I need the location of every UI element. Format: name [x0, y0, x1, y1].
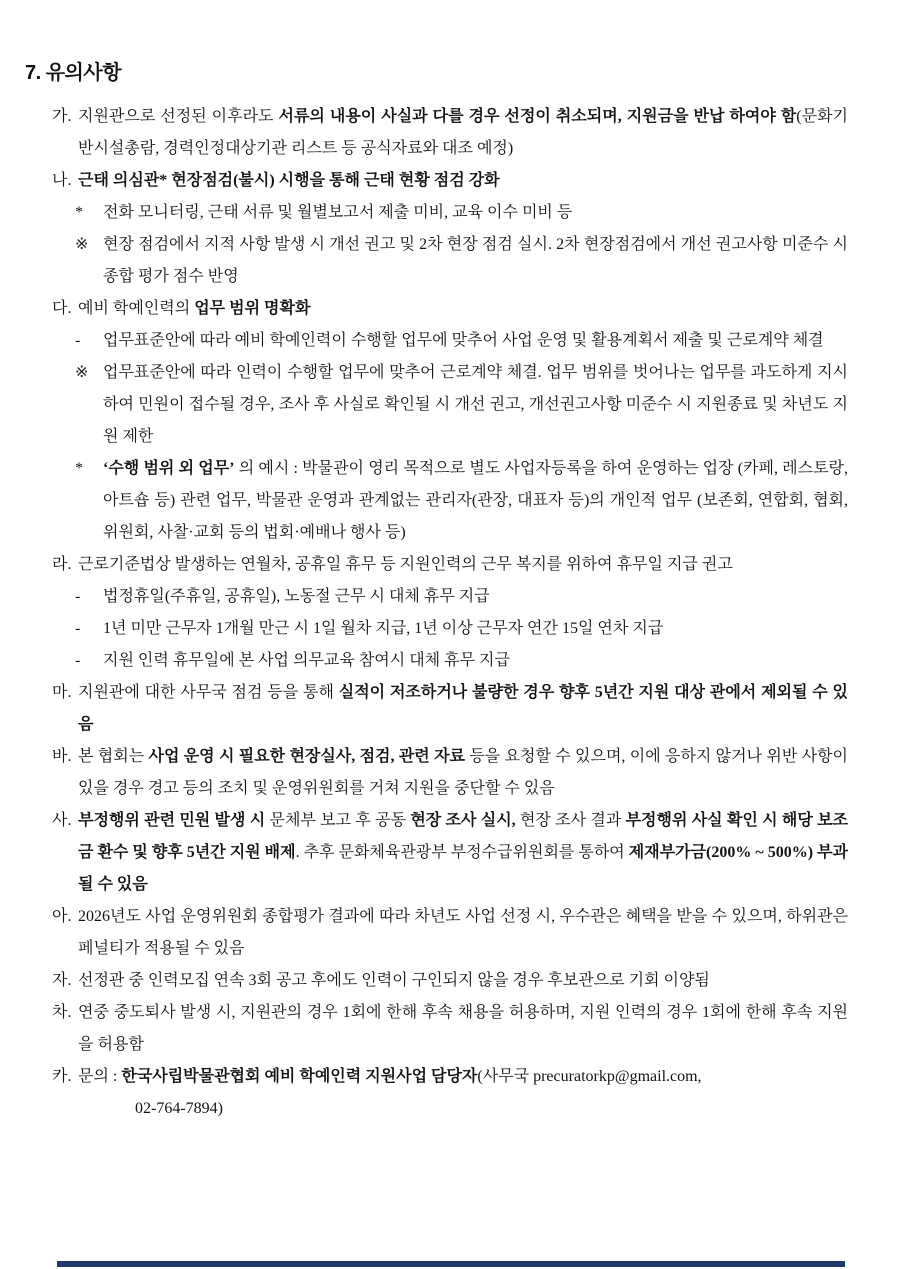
sub-item: [75, 453, 849, 549]
item-label: 가.: [52, 108, 72, 125]
text-run: 문의 :: [78, 1068, 122, 1085]
sub-item-marker: -: [75, 332, 81, 349]
section-heading: 7. 유의사항: [25, 62, 122, 84]
text-run: 업무표준안에 따라 예비 학예인력이 수행할 업무에 맞추어 사업 운영 및 활용계획서 제출 및 근로계약 체결: [103, 332, 824, 349]
list-item: [52, 901, 848, 965]
text-run: 지원관에 대한 사무국 점검 등을 통해: [78, 684, 339, 701]
text-run: . 추후 문화체육관광부 부정수급위원회를 통하여: [295, 844, 629, 861]
text-run: 근로기준법상 발생하는 연월차, 공휴일 휴무 등 지원인력의 근무 복지를 위하여 휴무일 지급 권고: [78, 556, 733, 573]
item-label: 나.: [52, 172, 72, 189]
text-run: 의 예시 : 박물관이 영리 목적으로 별도 사업자등록을 하여 운영하는 업장 (카페, 레스토랑, 아트숍 등) 관련 업무, 박물관 운영과 관계없는 관리자(관장, 대표자 등)의 개인적 업무 (보존회, 연합회, 협회, 위원회, 사찰·교회 등의 법회·예배나 행사 등): [103, 460, 849, 541]
sub-item: [75, 325, 848, 357]
item-label: 사.: [52, 812, 72, 829]
item-label: 차.: [52, 1004, 72, 1021]
list-item: [52, 165, 848, 293]
item-label: 자.: [52, 972, 72, 989]
text-run: 현장 점검에서 지적 사항 발생 시 개선 권고 및 2차 현장 점검 실시. 2차 현장점검에서 개선 권고사항 미준수 시 종합 평가 점수 반영: [103, 236, 848, 285]
text-run: 근태 의심관* 현장점검(불시) 시행을 통해 근태 현황 점검 강화: [78, 172, 500, 189]
text-run: 1년 미만 근무자 1개월 만근 시 1일 월차 지급, 1년 이상 근무자 연간 15일 연차 지급: [103, 620, 664, 637]
list-item: [52, 1061, 848, 1125]
text-run: 업무표준안에 따라 인력이 수행할 업무에 맞추어 근로계약 체결. 업무 범위를 벗어나는 업무를 과도하게 지시하여 민원이 접수될 경우, 조사 후 사실로 확인될 시 개선 권고, 개선권고사항 미준수 시 지원종료 및 차년도 지원 제한: [103, 364, 848, 445]
text-run: (문화기반시설총람, 경력인정대상기관 리스트 등 공식자료와 대조 예정): [78, 108, 848, 157]
item-label: 마.: [52, 684, 72, 701]
text-run: 본 협회는: [78, 748, 149, 765]
list-item: [52, 677, 848, 741]
sub-item: [78, 1093, 848, 1125]
text-run: 업무 범위 명확화: [194, 300, 311, 317]
item-label: 다.: [52, 300, 72, 317]
text-run: 한국사립박물관협회 예비 학예인력 지원사업 담당자: [121, 1068, 478, 1085]
text-run: 법정휴일(주휴일, 공휴일), 노동절 근무 시 대체 휴무 지급: [103, 588, 490, 605]
item-label: 카.: [52, 1068, 72, 1085]
text-run: 예비 학예인력의: [78, 300, 195, 317]
text-run: 2026년도 사업 운영위원회 종합평가 결과에 따라 차년도 사업 선정 시, 우수관은 혜택을 받을 수 있으며, 하위관은 페널티가 적용될 수 있음: [78, 908, 848, 957]
sub-item: [75, 197, 848, 229]
list-item: [52, 965, 848, 997]
sub-item: [75, 645, 848, 677]
text-run: 제재부가금(200% ~ 500%) 부과될 수 있음: [78, 844, 848, 893]
text-run: 현장 조사 실시,: [410, 812, 516, 829]
text-run: 문체부 보고 후 공동: [265, 812, 411, 829]
sub-item-marker: ※: [75, 364, 89, 381]
text-run: 현장 조사 결과: [515, 812, 626, 829]
text-run: 서류의 내용이 사실과 다를 경우 선정이 취소되며, 지원금을 반납 하여야 함: [278, 108, 797, 125]
list-item: [52, 741, 848, 805]
item-label: 아.: [52, 908, 72, 925]
list-item: [52, 549, 848, 677]
notice-list: [52, 101, 848, 1125]
text-run: 전화 모니터링, 근태 서류 및 월별보고서 제출 미비, 교육 이수 미비 등: [103, 204, 573, 221]
text-run: 부정행위 관련 민원 발생 시: [78, 812, 266, 829]
sub-item-marker: -: [75, 588, 81, 605]
list-item: [52, 805, 848, 901]
sub-item-marker: ※: [75, 236, 89, 253]
list-item: [52, 293, 848, 549]
sub-item: [75, 581, 848, 613]
sub-item-marker: *: [75, 460, 83, 477]
text-run: 부정행위 사실 확인 시 해당 보조금 환수 및 향후 5년간 지원 배제: [78, 812, 848, 861]
text-run: 연중 중도퇴사 발생 시, 지원관의 경우 1회에 한해 후속 채용을 허용하며, 지원 인력의 경우 1회에 한해 후속 지원을 허용함: [78, 1004, 848, 1053]
sub-item: [75, 613, 848, 645]
text-run: 실적이 저조하거나 불량한 경우 향후 5년간 지원 대상 관에서 제외될 수 있음: [78, 684, 848, 733]
item-label: 바.: [52, 748, 72, 765]
text-run: 지원 인력 휴무일에 본 사업 의무교육 참여시 대체 휴무 지급: [103, 652, 510, 669]
text-run: (사무국 precuratorkp@gmail.com,: [477, 1068, 702, 1085]
sub-item-marker: -: [75, 652, 81, 669]
text-run: 사업 운영 시 필요한 현장실사, 점검, 관련 자료: [148, 748, 465, 765]
text-run: 02-764-7894): [135, 1100, 223, 1117]
item-label: 라.: [52, 556, 72, 573]
text-run: 지원관으로 선정된 이후라도: [78, 108, 279, 125]
text-run: 등을 요청할 수 있으며, 이에 응하지 않거나 위반 사항이 있을 경우 경고 등의 조치 및 운영위원회를 거쳐 지원을 중단할 수 있음: [78, 748, 848, 797]
sub-item: [75, 229, 848, 293]
list-item: [52, 101, 848, 165]
sub-item-marker: *: [75, 204, 83, 221]
text-run: 선정관 중 인력모집 연속 3회 공고 후에도 인력이 구인되지 않을 경우 후보관으로 기회 이양됨: [78, 972, 710, 989]
list-item: [52, 997, 848, 1061]
sub-item: [75, 357, 848, 453]
sub-item-marker: -: [75, 620, 81, 637]
footer-bar: [57, 1261, 845, 1267]
text-run: ‘수행 범위 외 업무’: [103, 460, 235, 477]
